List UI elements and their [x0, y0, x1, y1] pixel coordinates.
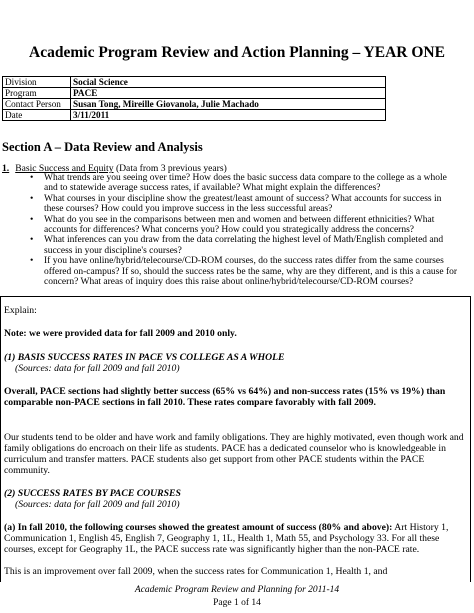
info-label: Date	[3, 110, 71, 121]
list-item	[30, 173, 462, 194]
section-heading: Section A – Data Review and Analysis	[2, 140, 203, 154]
part2-a-more: This is an improvement over fall 2009, when the success rates for Communication 1, Health 1, and	[4, 566, 388, 577]
part2-a-bold: (a) In fall 2010, the following courses showed the greatest amount of success (80% and above):	[4, 522, 393, 533]
bullet-icon: •	[30, 214, 34, 225]
info-value: 3/11/2011	[71, 110, 386, 121]
list-item-text: What do you see in the comparisons between men and women and between different ethnicities? What accounts for differences? What concerns you? How could you strategically address the concerns?	[44, 214, 435, 236]
list-item	[30, 215, 462, 236]
part1-heading: (1) BASIS SUCCESS RATES IN PACE VS COLLEGE AS A WHOLE	[4, 352, 285, 363]
list-item	[30, 194, 462, 215]
footer-title: Academic Program Review and Planning for 2011-14	[134, 585, 340, 595]
part2-heading: (2) SUCCESS RATES BY PACE COURSES	[4, 488, 181, 499]
list-item	[30, 256, 462, 287]
info-value: PACE	[71, 88, 386, 99]
list-item	[30, 235, 462, 256]
info-row-contact-person	[3, 99, 386, 110]
list-item-text: What inferences can you draw from the data correlating the highest level of Math/English completed and success in your discipline's courses?	[44, 235, 444, 256]
part1-paragraph: Our students tend to be older and have work and family obligations. They are highly motivated, even though work and family obligations do encroach on their life as students. PACE has a dedicated counselor who is knowledgeable in curriculum and transfer matters. PACE students also get support from other PACE students within the PACE community.	[4, 432, 464, 476]
info-row-division	[3, 77, 386, 88]
part2-a-text: Art History 1, Communication 1, English 45, English 7, Geography 1, 1L, Health 1, Math 55, and Psychology 33. For all these courses, except for Geography 1L, the PACE success rate was significantly higher than the non-PACE rate.	[4, 522, 449, 555]
part1-source: (Sources: data for fall 2009 and fall 2010)	[15, 363, 180, 374]
explain-box	[0, 296, 471, 582]
bullet-icon: •	[30, 235, 34, 246]
question-list	[30, 173, 462, 287]
list-item-text: What trends are you seeing over time? How does the basic success data compare to the college as a whole and to statewide average success rates, if available? What might explain the differences?	[44, 173, 447, 194]
question-number: 1.	[2, 163, 10, 174]
part1-finding: Overall, PACE sections had slightly better success (65% vs 64%) and non-success rates (15% vs 19%) than comparable non-PACE sections in fall 2010. These rates compare favorably with fall 2009.	[4, 386, 446, 408]
page-number: Page 1 of 14	[213, 598, 261, 608]
explain-label: Explain:	[4, 305, 37, 316]
info-value: Social Science	[71, 77, 386, 88]
document-title: Academic Program Review and Action Planning – YEAR ONE	[29, 44, 445, 61]
info-value: Susan Tong, Mireille Giovanola, Julie Machado	[71, 99, 386, 110]
info-label: Division	[3, 77, 71, 88]
info-label: Contact Person	[3, 99, 71, 110]
data-note: Note: we were provided data for fall 2009 and 2010 only.	[4, 328, 237, 339]
info-row-date	[3, 110, 386, 121]
list-item-text: If you have online/hybrid/telecourse/CD-ROM courses, do the success rates differ from the same courses offered on-campus? If so, should the success rates be the same, why are they different, and is this a cause for concern? What areas of inquiry does this raise about online/hybrid/telecourse/CD-ROM courses?	[44, 256, 458, 288]
part2-source: (Sources: data for fall 2009 and fall 2010)	[15, 499, 180, 510]
program-info-table	[2, 76, 386, 121]
part2-a-paragraph	[4, 522, 466, 555]
bullet-icon: •	[30, 256, 34, 267]
question-label: Basic Success and Equity	[15, 163, 114, 174]
question-note: (Data from 3 previous years)	[115, 163, 227, 174]
info-row-program	[3, 88, 386, 99]
bullet-icon: •	[30, 193, 34, 204]
list-item-text: What courses in your discipline show the greatest/least amount of success? What accounts for success in these courses? How could you improve success in the less successful areas?	[44, 193, 442, 215]
bullet-icon: •	[30, 173, 34, 183]
info-label: Program	[3, 88, 71, 99]
